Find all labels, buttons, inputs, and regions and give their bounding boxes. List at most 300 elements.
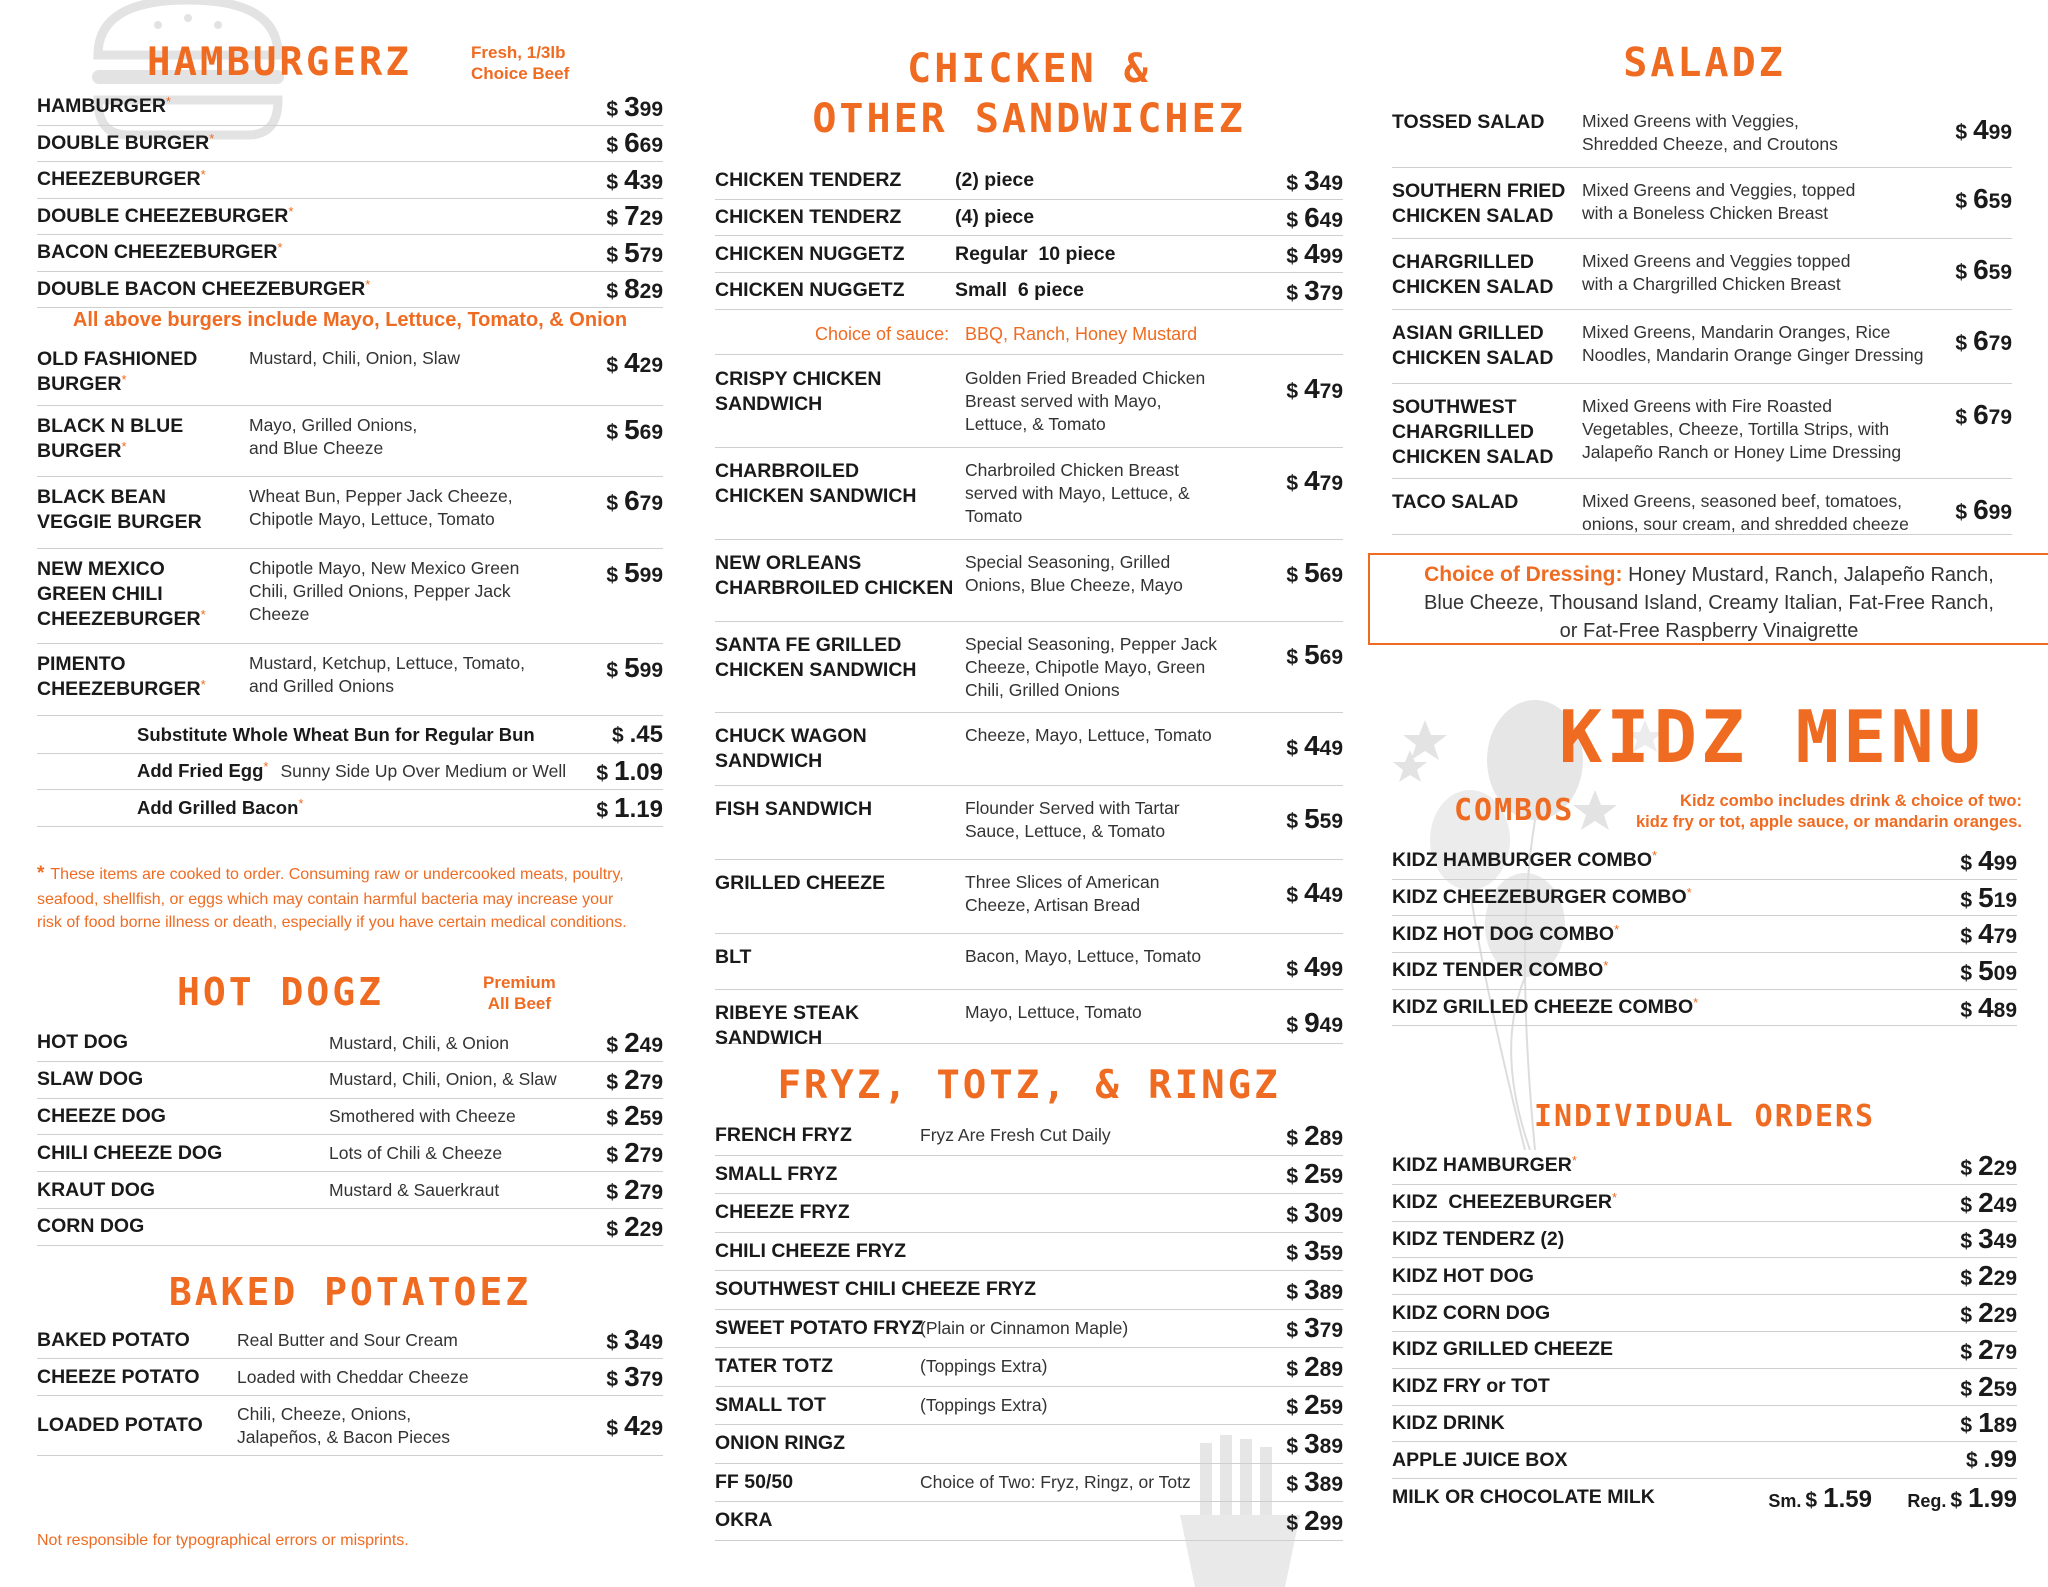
price-currency: $: [1286, 810, 1299, 833]
item-name-line: BLT: [715, 946, 752, 968]
menu-row: [1392, 384, 2012, 479]
price: [579, 557, 663, 589]
item-desc: [965, 797, 1255, 843]
price-dollars: 2: [624, 1137, 640, 1169]
menu-row: [37, 1025, 663, 1062]
item-name-line: CHICKEN NUGGETZ: [715, 242, 905, 265]
price: [1255, 945, 1343, 983]
item-desc-line: Three Slices of American: [965, 872, 1160, 892]
item-desc-line: (Toppings Extra): [920, 1356, 1048, 1377]
price-cents: 79: [639, 1181, 663, 1205]
menu-row: [1392, 880, 2017, 917]
price-dollars: 6: [1973, 325, 1989, 356]
price-dollars: 1: [1978, 1407, 1994, 1439]
price-currency: $: [1286, 958, 1299, 981]
item-name: [715, 1239, 920, 1264]
menu-row: [715, 1348, 1343, 1387]
item-desc-line: Chili, Cheeze, Onions,: [237, 1403, 412, 1424]
price-cents: 89: [1319, 1280, 1343, 1304]
item-name-line: RIBEYE STEAK SANDWICH: [715, 1002, 860, 1049]
price: [1255, 1001, 1343, 1039]
menu-row: [37, 1209, 663, 1246]
price-cents: .09: [629, 759, 663, 787]
price-dollars: 4: [1304, 373, 1320, 404]
potatoez-title: BAKED POTATOEZ: [168, 1270, 532, 1314]
menu-row: [715, 1464, 1343, 1503]
fryz-title: FRYZ, TOTZ, & RINGZ: [777, 1063, 1281, 1108]
price-cents: 79: [639, 243, 663, 267]
item-name-line: SMALL TOT: [715, 1393, 826, 1416]
price-cents: 89: [1993, 998, 2017, 1022]
addon-name: Substitute Whole Wheat Bun for Regular Bun: [137, 723, 535, 745]
item-name: [37, 1030, 329, 1055]
item-name-line: CHARBROILED: [715, 460, 860, 482]
price-dollars: 2: [624, 1174, 640, 1206]
price-currency: $: [1955, 121, 1968, 144]
item-desc-line: Mayo, Lettuce, Tomato: [965, 1002, 1142, 1022]
item-name: [715, 1001, 965, 1051]
item-name: [1392, 922, 1619, 947]
price-dollars: 2: [1978, 1149, 1994, 1181]
addon-row: [37, 790, 663, 827]
item-desc-line: Fryz Are Fresh Cut Daily: [920, 1125, 1111, 1146]
price: [1960, 1371, 2017, 1403]
item-name: [37, 1067, 329, 1092]
item-name-line: PIMENTO: [37, 653, 126, 675]
item-name: [1392, 1485, 1752, 1510]
item-name: [715, 205, 955, 230]
price: [1960, 1407, 2017, 1439]
price-cents: 59: [1988, 261, 2012, 284]
price-cents: 99: [639, 97, 663, 121]
item-name-line: CHEEZE POTATO: [37, 1365, 200, 1388]
price-currency: $: [1286, 1014, 1299, 1037]
price: [1934, 490, 2012, 526]
food-safety-warning: [37, 860, 677, 934]
price-currency: $: [1960, 925, 1973, 949]
item-name-line: CHICKEN TENDERZ: [715, 206, 902, 229]
item-desc-line: Mixed Greens and Veggies, topped: [1582, 180, 1856, 200]
price-cents: 49: [639, 1033, 663, 1057]
hamburgerz-title: HAMBURGERZ: [147, 40, 412, 85]
size-label: Reg.: [1907, 1490, 1947, 1511]
item-name-line: CHICKEN SALAD: [1392, 275, 1554, 298]
price-dollars: 2: [1304, 1389, 1320, 1421]
item-desc-line: (Toppings Extra): [920, 1394, 1048, 1415]
item-name: [37, 131, 214, 156]
item-name-line: SANDWICH: [715, 749, 823, 772]
menu-row: [715, 1117, 1343, 1156]
dressing-line1: Honey Mustard, Ranch, Jalapeño Ranch,: [1628, 564, 1994, 586]
price-dollars: 4: [1304, 465, 1320, 496]
item-desc-line: Cheeze: [249, 603, 310, 624]
item-desc-line: with a Chargrilled Chicken Breast: [1582, 273, 1841, 294]
kidz-title: KIDZ MENU: [1558, 695, 1986, 779]
chicken-title-line1: CHICKEN &: [907, 46, 1151, 92]
price-currency: $: [1286, 380, 1299, 403]
item-name: [1392, 1153, 1577, 1178]
item-name: [37, 485, 249, 535]
item-name: [715, 1508, 920, 1533]
item-name: [37, 204, 293, 229]
hotdogz-note: [483, 972, 556, 1015]
price-dollars: 1: [1823, 1481, 1839, 1513]
price-currency: $: [606, 1107, 619, 1131]
menu-row: [37, 199, 663, 236]
item-desc-line: Lots of Chili & Cheeze: [329, 1142, 503, 1163]
price: [1084, 275, 1343, 307]
item-name: [715, 1277, 1037, 1302]
price-dollars: 6: [1973, 399, 1989, 430]
price-currency: $: [606, 1144, 619, 1168]
item-name: [715, 1393, 920, 1418]
asterisk: *: [277, 240, 283, 256]
item-name: [37, 1178, 329, 1203]
price-cents: 59: [1988, 190, 2012, 213]
item-desc: [965, 945, 1255, 968]
item-desc-line: Golden Fried Breaded Chicken: [965, 368, 1206, 388]
item-name: [37, 414, 249, 464]
item-desc-line: Wheat Bun, Pepper Jack Cheeze,: [249, 486, 513, 506]
item-name-line: CHICKEN SALAD: [1392, 204, 1554, 227]
item-desc-line: Special Seasoning, Grilled: [965, 552, 1171, 572]
price-currency: $: [606, 354, 619, 377]
item-name-line: BLACK N BLUE: [37, 415, 184, 437]
menu-row: [715, 1387, 1343, 1426]
item-desc-line: Chili, Grilled Onions, Pepper Jack: [249, 580, 511, 601]
price-cents: 69: [1319, 564, 1343, 587]
price-dollars: 6: [1973, 254, 1989, 285]
item-name-line: SANDWICH: [715, 392, 823, 415]
menu-row: [37, 644, 663, 716]
item-desc-line: Noodles, Mandarin Orange Ginger Dressing: [1582, 344, 1924, 365]
item-desc: [965, 633, 1255, 701]
item-name: [1392, 885, 1692, 910]
price-dollars: 6: [1973, 183, 1989, 214]
price-dollars: 2: [1978, 1333, 1994, 1365]
price-cents: 59: [1319, 1165, 1343, 1189]
price-currency: $: [1950, 1488, 1963, 1512]
item-desc-line: Mixed Greens, Mandarin Oranges, Rice: [1582, 322, 1891, 342]
hamburgerz-note-line1: Fresh, 1/3lb: [471, 43, 566, 62]
menu-row: [37, 89, 663, 126]
menu-row: [37, 1062, 663, 1099]
item-desc-line: Cheeze, Artisan Bread: [965, 894, 1141, 915]
sauce-options: BBQ, Ranch, Honey Mustard: [965, 324, 1198, 344]
price: [606, 273, 663, 305]
asterisk: *: [1603, 958, 1609, 974]
price-cents: 29: [639, 1217, 663, 1241]
price-currency: $: [1286, 1396, 1299, 1420]
menu-row: [1392, 843, 2017, 880]
menu-row: [37, 477, 663, 549]
price: [571, 1064, 663, 1096]
price-cents: 79: [639, 1144, 663, 1168]
item-name-line: KIDZ GRILLED CHEEZE: [1392, 1338, 1614, 1361]
item-desc-line: Jalapeño Ranch or Honey Lime Dressing: [1582, 441, 1902, 462]
asterisk: *: [1686, 885, 1692, 901]
item-name-line: KIDZ CHEEZEBURGER COMBO*: [1392, 885, 1692, 909]
price: [606, 91, 663, 123]
item-name: [1392, 1227, 1564, 1252]
price-currency: $: [1955, 332, 1968, 355]
price-currency: $: [606, 1217, 619, 1241]
menu-row: [715, 356, 1343, 448]
item-name: [1392, 1448, 1568, 1473]
price-dollars: 5: [1304, 557, 1320, 588]
price-currency: $: [1955, 501, 1968, 524]
menu-row: [715, 622, 1343, 713]
asterisk: *: [121, 371, 127, 387]
price-cents: 59: [1319, 1396, 1343, 1420]
item-name: [37, 277, 370, 302]
price-currency: $: [1960, 888, 1973, 912]
item-name-line: KIDZ GRILLED CHEEZE COMBO*: [1392, 995, 1699, 1019]
item-name: [715, 945, 965, 970]
asterisk: *: [365, 276, 371, 292]
price: [571, 1100, 663, 1132]
hotdogz-header: [177, 970, 657, 1020]
item-desc: [1582, 321, 1934, 367]
menu-row: [37, 1396, 663, 1456]
price: [1034, 165, 1343, 197]
price-dollars: 2: [624, 1100, 640, 1132]
menu-row: [37, 1359, 663, 1396]
item-name: [37, 94, 171, 119]
item-name-line: CHEEZEBURGER*: [37, 167, 206, 191]
item-desc: [920, 1317, 1220, 1340]
price: [1220, 1235, 1343, 1267]
item-name: [37, 240, 283, 265]
price-currency: $: [606, 170, 619, 194]
price-dollars: 3: [624, 1361, 640, 1392]
price-cents: 99: [639, 659, 663, 682]
item-desc: [1582, 395, 1934, 463]
menu-row: [1392, 310, 2012, 384]
price-currency: $: [1960, 1414, 1973, 1438]
price-currency: $: [1960, 1377, 1973, 1401]
price-dollars: 2: [1304, 1158, 1320, 1190]
price-cents: 89: [1319, 1434, 1343, 1458]
item-name: [715, 797, 965, 822]
item-name-line: SOUTHERN FRIED: [1392, 180, 1566, 202]
price-currency: $: [1960, 851, 1973, 875]
item-name: [1392, 848, 1657, 873]
price-currency: $: [1805, 1488, 1818, 1512]
kidz-combos-note-line2: kidz fry or tot, apple sauce, or mandarin oranges.: [1635, 813, 2022, 832]
price-cents: 49: [639, 1331, 663, 1354]
price: [1934, 250, 2012, 286]
price-currency: $: [611, 723, 624, 747]
menu-row: [37, 126, 663, 163]
menu-row: [37, 272, 663, 309]
price-cents: 29: [639, 1416, 663, 1440]
price-cents: .19: [629, 795, 663, 823]
price-cents: 99: [1319, 1511, 1343, 1535]
price-currency: $: [1286, 281, 1299, 305]
item-desc: [965, 551, 1255, 597]
menu-row: [37, 549, 663, 644]
item-name: [715, 1200, 920, 1225]
item-desc-line: Mixed Greens, seasoned beef, tomatoes,: [1582, 491, 1903, 511]
price: [1960, 882, 2017, 914]
price-dollars: 4: [1304, 951, 1320, 982]
price: [1255, 551, 1343, 589]
item-name-line: FISH SANDWICH: [715, 798, 873, 820]
menu-row: [715, 1233, 1343, 1272]
item-name: [37, 1141, 329, 1166]
price: [537, 1410, 663, 1442]
price-dollars: 4: [1304, 730, 1320, 761]
menu-row: [1392, 1369, 2017, 1406]
item-name-line: CHARGRILLED: [1392, 251, 1534, 273]
item-name-line: CRISPY CHICKEN: [715, 368, 882, 390]
item-name: [715, 724, 965, 774]
price-dollars: 8: [624, 273, 640, 305]
price-currency: $: [606, 1181, 619, 1205]
item-name-line: SLAW DOG: [37, 1068, 144, 1091]
item-desc: [1582, 490, 1934, 536]
item-name-line: NEW ORLEANS: [715, 552, 862, 574]
menu-row: [715, 860, 1343, 934]
price: [1960, 1223, 2017, 1255]
price-currency: $: [606, 1033, 619, 1057]
price-currency: $: [1286, 1511, 1299, 1535]
asterisk: *: [263, 759, 269, 775]
warning-line2: seafood, shellfish, or eggs which may contain harmful bacteria may increase your: [37, 890, 614, 908]
item-size: Small 6 piece: [955, 279, 1084, 302]
item-name-line: VEGGIE BURGER: [37, 510, 202, 533]
item-desc-line: Mustard & Sauerkraut: [329, 1179, 500, 1200]
dressing-label: Choice of Dressing:: [1424, 563, 1623, 586]
price: [1220, 1197, 1343, 1229]
menu-row: [37, 1099, 663, 1136]
price: [571, 1211, 663, 1243]
price: [579, 652, 663, 684]
item-desc: [249, 485, 579, 531]
item-desc: [329, 1068, 571, 1091]
dressing-line2: Blue Cheeze, Thousand Island, Creamy Italian, Fat-Free Ranch,: [1424, 592, 1994, 615]
price: [571, 1137, 663, 1169]
price-cents: 79: [1319, 281, 1343, 305]
price-currency: $: [606, 1416, 619, 1440]
price-dollars: 5: [624, 652, 640, 683]
addon-name: Add Fried Egg*: [137, 759, 269, 782]
price-currency: $: [1286, 1126, 1299, 1150]
item-name: [715, 551, 965, 601]
price-small: [1752, 1482, 1872, 1514]
kidz-individual-title: INDIVIDUAL ORDERS: [1533, 1099, 1876, 1134]
asterisk: *: [1651, 848, 1658, 864]
price-cents: 49: [1319, 171, 1343, 195]
price-dollars: 5: [624, 557, 640, 588]
price-cents: 89: [1319, 1473, 1343, 1497]
asterisk: *: [121, 438, 127, 454]
price-currency: $: [1286, 1203, 1299, 1227]
price-currency: $: [606, 1368, 619, 1391]
price-cents: 69: [639, 421, 663, 444]
item-name-line: CHILI CHEEZE DOG: [37, 1141, 223, 1164]
addon-row: [37, 754, 663, 791]
item-desc-line: Sauce, Lettuce, & Tomato: [965, 820, 1166, 841]
item-name: [715, 1354, 920, 1379]
hotdogz-list: [37, 1025, 663, 1246]
price-cents: 79: [1319, 472, 1343, 495]
asterisk: *: [1611, 1190, 1617, 1206]
item-desc-line: Chipotle Mayo, New Mexico Green: [249, 558, 520, 578]
price: [1960, 918, 2017, 950]
price: [537, 1361, 663, 1393]
price: [1220, 1158, 1343, 1190]
price-currency: $: [1286, 1473, 1299, 1497]
asterisk: *: [200, 676, 206, 692]
burgers-include-note: All above burgers include Mayo, Lettuce, Tomato, & Onion: [72, 309, 628, 331]
menu-row: [715, 448, 1343, 540]
item-name-line: BURGER*: [37, 371, 127, 395]
item-name-line: CHICKEN TENDERZ: [715, 169, 902, 192]
menu-row: [715, 1502, 1343, 1541]
price-dollars: 4: [1978, 918, 1994, 950]
price-currency: $: [606, 564, 619, 587]
item-name: [1392, 1374, 1550, 1399]
item-name: [1392, 1337, 1613, 1362]
price: [1960, 955, 2017, 987]
price-regular: [1872, 1482, 2017, 1514]
item-name-line: LOADED POTATO: [37, 1414, 203, 1437]
addon-name: Add Grilled Bacon*: [137, 795, 304, 818]
price-currency: $: [1960, 1267, 1973, 1291]
price-cents: .59: [1838, 1485, 1872, 1513]
item-desc-line: Mixed Greens with Fire Roasted: [1582, 396, 1832, 416]
price-cents: 19: [1993, 888, 2017, 912]
menu-row: [715, 273, 1343, 310]
item-name: [1392, 1411, 1505, 1436]
item-desc: [249, 652, 579, 698]
hamburgerz-specialty-list: [37, 339, 663, 716]
menu-row: [37, 235, 663, 272]
price-currency: $: [606, 97, 619, 121]
menu-row: [715, 990, 1343, 1049]
price-cents: .99: [1983, 1485, 2017, 1513]
menu-row: [715, 1271, 1343, 1310]
item-desc-line: Loaded with Cheddar Cheeze: [237, 1366, 469, 1387]
price-cents: 29: [1993, 1304, 2017, 1328]
item-name-line: KIDZ HAMBURGER*: [1392, 1153, 1577, 1177]
price-dollars: 3: [1304, 1196, 1320, 1228]
price-cents: 99: [1319, 958, 1343, 981]
price: [1255, 724, 1343, 762]
item-name: [37, 652, 249, 702]
menu-row: [715, 786, 1343, 860]
asterisk: *: [298, 795, 304, 811]
item-name-line: TATER TOTZ: [715, 1355, 834, 1378]
item-name: [715, 367, 965, 417]
item-name: [1392, 110, 1582, 135]
item-name-line: FF 50/50: [715, 1470, 794, 1493]
kidz-combos-title: COMBOS: [1454, 793, 1575, 828]
potatoez-list: [37, 1322, 663, 1456]
price-dollars: 5: [624, 236, 640, 268]
price-cents: 39: [639, 170, 663, 194]
menu-row: [37, 339, 663, 406]
item-name-line: DOUBLE BURGER*: [37, 130, 215, 154]
asterisk: *: [288, 203, 294, 219]
price-cents: 29: [639, 354, 663, 377]
price: [606, 164, 663, 196]
price: [1255, 459, 1343, 497]
item-desc: [965, 871, 1255, 917]
saladz-list: [1392, 99, 2012, 535]
